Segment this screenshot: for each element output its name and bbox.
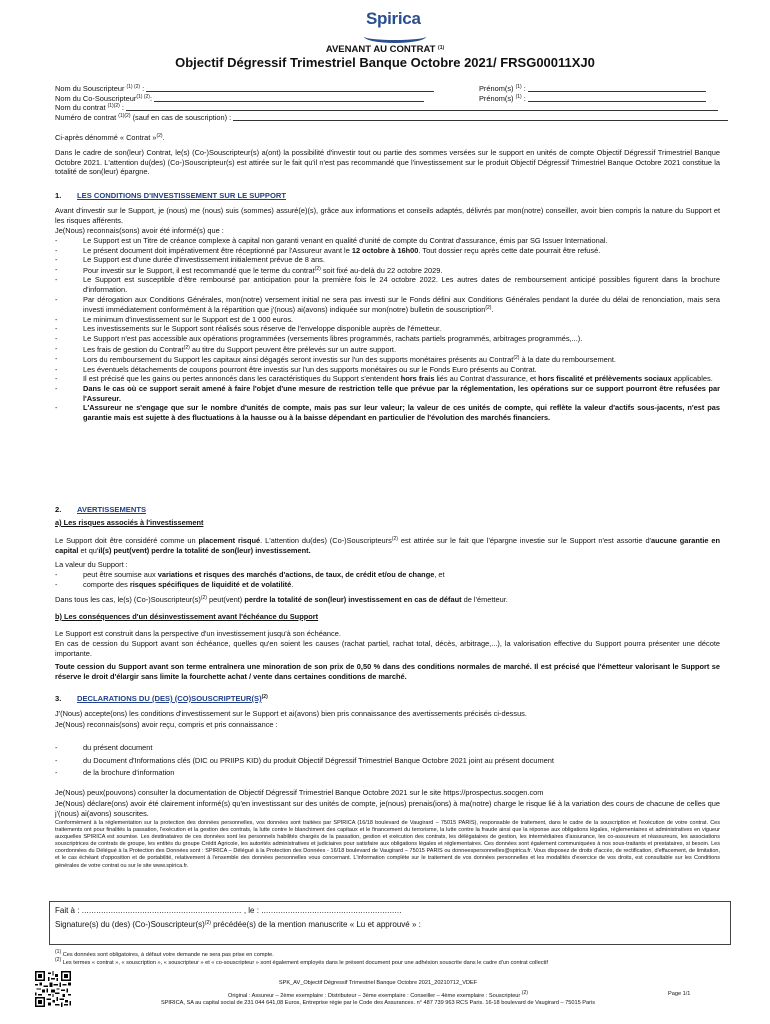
section-1-heading: 1. LES CONDITIONS D'INVESTISSEMENT SUR LE SUPPORT (55, 191, 286, 200)
denomination: Ci-après dénommé « Contrat »$^{(2)}$. (55, 133, 165, 142)
fait-a-input-line[interactable]: .................................................................. (81, 906, 242, 915)
contrat-input-line[interactable] (126, 103, 718, 111)
list-item: - Il est précisé que les gains ou pertes annoncés dans les caractéristiques du Support s'entendent hors frais liés au Contrat d'assurance, et hors fiscalité et prélèvements sociaux applicables. (55, 374, 720, 384)
spirica-logo (366, 8, 436, 40)
section-3-p2: Je(Nous) reconnais(sons) avoir reçu, compris et pris connaissance : (55, 720, 278, 729)
list-item: - du présent document (55, 742, 720, 755)
section-2b-p1: Le Support est construit dans la perspective d'un investissement jusqu'à son échéance. (55, 629, 341, 638)
logo-text: Spirica (366, 9, 421, 28)
list-item: - Le minimum d'investissement sur le Support est de 1 000 euros. (55, 315, 720, 325)
section-3-heading: 3. DECLARATIONS DU (DES) $(CO)SOUSCRIPTEUR(S)^{(2)}$ (55, 694, 268, 703)
list-item: - Lors du remboursement du Support les capitaux ainsi dégagés seront investis sur l'un des supports monétaires présents au Contrat$^{(2)}$ à la date du remboursement. (55, 354, 720, 365)
section-2b-p3: Toute cession du Support avant son terme entraînera une minoration de son prix de 0,50 % dans des conditions normales de marché. Il est précisé que l'émetteur valorisant le Support se réserve le droit d'élargir sans limite la fourchette achat / vente dans certaines conditions de marché. (55, 662, 720, 681)
list-item: - Le Support est un Titre de créance complexe à capital non garanti venant en qualité d'unité de compte du Contrat d'assurance, émis par SG Issuer International. (55, 236, 720, 246)
section-2a-valeur: La valeur du Support : (55, 560, 128, 569)
list-item: - de la brochure d'information (55, 767, 720, 780)
cosouscripteur-input-line[interactable] (154, 94, 424, 102)
numero-input-line[interactable] (233, 113, 728, 121)
list-item: - Dans le cas où ce support serait amené à faire l'objet d'une mesure de restriction telle que prévue par la réglementation, les opérations sur ce support pourront être refusées par l'Assureur. (55, 384, 720, 403)
subscriber-fields (55, 83, 735, 121)
section-2-heading: 2. AVERTISSEMENTS (55, 505, 147, 514)
list-item: - Le Support n'est pas accessible aux opérations programmées (versements libres programmés, rachats partiels programmés, arbitrages programmés,...). (55, 334, 720, 344)
list-item: - Le Support est susceptible d'être remboursé par anticipation pour la première fois le 24 octobre 2022. Les autres dates de remboursement anticipé possibles figurent dans la brochure d'information. (55, 275, 720, 294)
page-number: Page 1/1 (668, 991, 691, 997)
footer-copies: Original : Assureur – 2ème exemplaire : Distributeur – 3ème exemplaire : Conseiller – 4ème exemplaire : Souscripteur (2) (228, 990, 528, 999)
list-item: - peut être soumise aux variations et risques des marchés d'actions, de taux, de crédit et/ou de change, et (55, 570, 720, 580)
list-item: - du Document d'Informations clés (DIC ou PRIIPS KID) du produit Objectif Dégressif Trimestriel Banque Octobre 2021 joint au présent document (55, 755, 720, 768)
field-numero[interactable]: Numéro de contrat $^{(1)(2)}$ (sauf en cas de souscription) : (55, 112, 735, 122)
list-item: - Les éventuels détachements de coupons pourront être investis sur l'un des supports monétaires ou sur le Fonds Euro présents au Contrat. (55, 365, 720, 375)
section-2a-paragraph: Le Support doit être considéré comme un placement risqué. L'attention du(des) (Co-)Souscripteurs$^{(2)}$ est attirée sur le fait que l'épargne investie sur le Support n'est assortie d'aucune garantie en capital et qu'il(s) peut(vent) perdre la totalité de son(leur) investissement. (55, 536, 721, 555)
document-title: Objectif Dégressif Trimestriel Banque Octobre 2021/ FRSG00011XJ0 (175, 55, 595, 70)
document-label: AVENANT AU CONTRAT $^{(1)}$ (325, 44, 445, 55)
section-1-list (55, 236, 720, 422)
field-contrat[interactable]: Nom du contrat $^{(1)(2)}$ : (55, 102, 735, 112)
footnote-1: (1) Ces données sont obligatoires, à défaut votre demande ne sera pas prise en compte. (55, 949, 274, 958)
section-3-p3: Je(Nous) peux(pouvons) consulter la documentation de Objectif Dégressif Trimestriel Banque Octobre 2021 sur le site https://prospectus.socgen.com (55, 788, 544, 797)
list-item: - comporte des risques spécifiques de liquidité et de volatilité. (55, 580, 720, 590)
footnote-2: (2) Les termes « contrat », « souscription », « souscripteur » et « co-souscripteur » sont également employés dans le présent document pour une adhésion souscrite dans le cadre d'un contrat collectif (55, 957, 548, 966)
intro-paragraph: Dans le cadre de son(leur) Contrat, le(s) (Co-)Souscripteur(s) a(ont) la possibilité d'investir tout ou partie des sommes versées sur le support en unités de compte Objectif Dégressif Trimestriel Banque Octobre 2021. L'attention du(des) (Co-)Souscripteur(s) est attirée sur le fait qu'il n'est pas recommandé que l'investissement sur le produit Objectif Dégressif Trimestriel Banque Octobre 2021 constitue la totalité de son(leur) épargne. (55, 148, 720, 177)
field-prenom-1[interactable]: Prénom(s) $^{(1)}$ : (479, 83, 706, 94)
signature-box[interactable] (49, 901, 731, 945)
section-3-p4: Je(Nous) déclare(ons) avoir été clairement informé(s) qu'en investissant sur des unités de compte, je(nous) prenais(ions) à ma(notre) charge le risque lié à la variation des cours de chacune de celles que j'(nous) ai(avons) souscrites. (55, 799, 720, 818)
footer-company: SPIRICA, SA au capital social de 231 044 641,08 Euros, Entreprise régie par le Code des Assurances. n° 487 739 963 RCS Paris. 16-18 boulevard de Vaugirard – 75015 Paris (160, 1000, 596, 1006)
list-item: - Le Support est d'une durée d'investissement initialement prévue de 8 ans. (55, 255, 720, 265)
list-item: - Les frais de gestion du Contrat$^{(2)}$ au titre du Support peuvent être prélevés sur un autre support. (55, 344, 720, 355)
souscripteur-input-line[interactable] (146, 84, 434, 92)
section-1-intro: Avant d'investir sur le Support, je (nous) me (nous) suis (sommes) assuré(e)(s), grâce aux informations et conseils adaptés, délivrés par mon(notre) conseiller, avoir bien compris la nature du Support et les risques afférents. (55, 206, 720, 225)
field-prenom-2[interactable]: Prénom(s) $^{(1)}$ : (479, 93, 706, 104)
list-item: - L'Assureur ne s'engage que sur le nombre d'unités de compte, mais pas sur leur valeur; la valeur de ces unités de compte, qui reflète la valeur d'actifs sous-jacents, n'est pas garantie mais est sujette à des fluctuations à la hausse ou à la baisse dépendant en particulier de l'évolution des marchés financiers. (55, 403, 720, 422)
privacy-notice: Conformément à la réglementation sur la protection des données personnelles, vos données sont traitées par SPIRICA (16/18 boulevard de Vaugirard – 75015 PARIS), responsable de traitement, dans le cadre de la souscription et l'exécution de votre contrat. Ces traitements ont pour finalités la passation, l'exécution et la gestion des contrats, la lutte contre le blanchiment des capitaux et le financement du terrorisme, la lutte contre la fraude ainsi que la réponse aux obligations légales, réglementaires et administratives en vigueur auxquelles SPIRICA est soumise. Les destinataires de ces données sont les personnels habilités chargés de la passation, gestion et exécution des contrats, les délégataires de gestion, les intermédiaires d'assurance, les co-assureurs et réassureurs, les associations souscriptrices de contrats de groupe, les entités du groupe Crédit Agricole, les autorités administratives et judiciaires pour satisfaire aux obligations légales et réglementaires. Ces données sont également communiquées à nos sous-traitants et prestataires, si besoin. Les coordonnées du Délégué à la Protection des Données sont : SPIRICA – Délégué à la Protection des Données - 16/18 boulevard de Vaugirard – 75015 PARIS ou donneespersonnelles@spirica.fr. Vous disposez de droits d'accès, de rectification, d'effacement, de limitation, et le cas échéant d'opposition et de portabilité, relativement à l'ensemble des données personnelles vous concernant. L'information complète sur le traitement de vos données personnelles et les modalités d'exercice de vos droits, est consultable sur les Conditions générales de votre contrat ou sur le site www.spirica.fr. (55, 820, 720, 869)
section-3-list (55, 742, 720, 780)
field-cosouscripteur[interactable]: Nom du Co-Souscripteur$^{(1) (2)}$: Prénom(s) $^{(1)}$ : (55, 93, 735, 103)
list-item: - Pour investir sur le Support, il est recommandé que le terme du contrat$^{(2)}$ soit fixé au-delà du 22 octobre 2029. (55, 265, 720, 276)
footer-reference: SPK_AV_Objectif Dégressif Trimestriel Banque Octobre 2021_20210712_VDEF (278, 980, 478, 986)
list-item: - Par dérogation aux Conditions Générales, mon(notre) versement initial ne sera pas investi sur le Fonds défini aux Conditions Générales pendant la durée du délai de renonciation, mais sera investi immédiatement conformément à la répartition que j'(nous) ai(avons) indiquée sur mon(notre) bulletin de souscription$^{(2)}$. (55, 295, 720, 315)
section-2b-p2: En cas de cession du Support avant son échéance, quelles qu'en soient les causes (rachat partiel, rachat total, décès, arbitrage,...), la valorisation effective du Support pourra présenter une décote importante. (55, 639, 720, 658)
list-item: - Les investissements sur le Support sont réalisés sous réserve de l'enveloppe disponible auprès de l'émetteur. (55, 324, 720, 334)
qr-code-icon (35, 971, 71, 1007)
section-2a-heading: a) Les risques associés à l'investissement (55, 518, 204, 527)
section-2a-defaut: Dans tous les cas, le(s) $(Co-)Souscripteur(s)^{(2)}$ peut(vent) perdre la totalité de son(leur) investissement en cas de défaut de l'émetteur. (55, 595, 508, 604)
section-3-p1: J'(Nous) accepte(ons) les conditions d'investissement sur le Support et ai(avons) bien pris connaissance des avertissements précisés ci-dessus. (55, 709, 527, 718)
field-souscripteur[interactable]: Nom du Souscripteur $^{(1) (2)}$ : Prénom(s) $^{(1)}$ : (55, 83, 735, 93)
list-item: - Le présent document doit impérativement être réceptionné par l'Assureur avant le 12 octobre à 16h00. Tout dossier reçu après cette date pourrait être refusé. (55, 246, 720, 256)
section-1-ack: Je(Nous) reconnais(sons) avoir été informé(s) que : (55, 226, 224, 235)
fait-a-field[interactable]: Fait à : .................................................................. , le : .......................................................... (55, 906, 402, 915)
signature-field[interactable]: Signature(s) du (des) $(Co-)Souscripteur(s)^{(2)}$ précédée(s) de la mention manuscrite « Lu et approuvé » : (55, 920, 421, 929)
section-2b-heading: b) Les conséquences d'un désinvestissement avant l'échéance du Support (55, 612, 319, 621)
logo-arc-icon (364, 30, 426, 43)
section-2a-valeur-list (55, 570, 720, 589)
date-input-line[interactable]: .......................................................... (261, 906, 402, 915)
